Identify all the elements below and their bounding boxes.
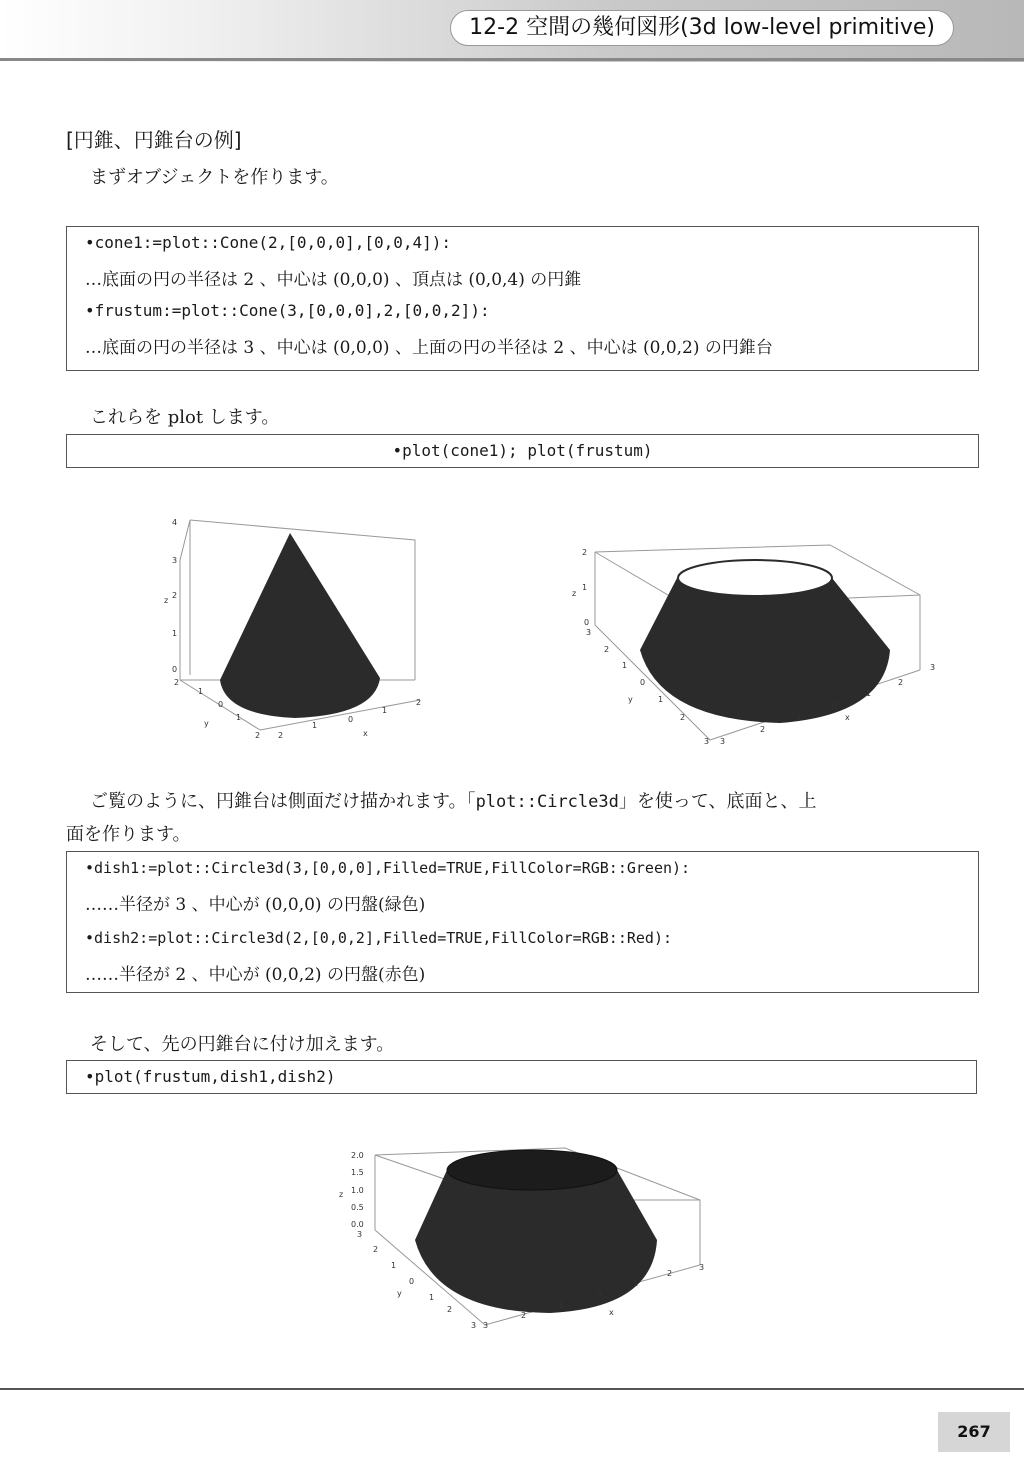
- y-axis-label: y: [204, 719, 209, 728]
- circle3d-inline-code: plot::Circle3d: [475, 792, 619, 812]
- x-tick-1a: 1: [796, 713, 802, 722]
- y-tick-1b: 1: [429, 1293, 435, 1302]
- x-tick-2a: 2: [521, 1311, 527, 1320]
- x-tick-3b: 3: [930, 663, 936, 672]
- y-axis-label: y: [628, 695, 633, 704]
- y-tick-0: 0: [640, 678, 646, 687]
- explanation-part-2: 」を使って、底面と、上: [618, 791, 817, 812]
- y-tick-0: 0: [218, 700, 224, 709]
- x-tick-1b: 1: [866, 689, 872, 698]
- x-tick-3b: 3: [699, 1263, 705, 1272]
- y-tick-3a: 3: [586, 628, 592, 637]
- y-tick-2a: 2: [604, 645, 610, 654]
- cone-note: …底面の円の半径は 2 、中心は (0,0,0) 、頂点は (0,0,4) の円錐: [85, 270, 582, 290]
- z-axis-label: z: [339, 1190, 344, 1199]
- code-box-dishes: [66, 851, 979, 993]
- y-tick-1a: 1: [198, 687, 204, 696]
- plot-code: •plot(cone1); plot(frustum): [392, 441, 653, 460]
- y-tick-1a: 1: [391, 1261, 397, 1270]
- z-tick-1: 1: [172, 629, 178, 638]
- x-tick-0: 0: [832, 701, 838, 710]
- x-tick-0: 0: [597, 1290, 603, 1299]
- y-tick-2b: 2: [255, 731, 261, 740]
- x-tick-0: 0: [348, 715, 354, 724]
- header-rule: [0, 58, 1024, 61]
- section-title: [円錐、円錐台の例]: [66, 128, 242, 152]
- explanation-line-2: 面を作ります。: [66, 824, 191, 845]
- z-tick-0: 0: [584, 618, 590, 627]
- explanation-line-1: [90, 787, 817, 813]
- y-tick-1a: 1: [622, 661, 628, 670]
- z-tick-2: 2: [582, 548, 588, 557]
- z-tick-0.5: 0.5: [351, 1203, 364, 1212]
- z-tick-2: 2: [172, 591, 178, 600]
- frustum-code: •frustum:=plot::Cone(3,[0,0,0],2,[0,0,2]):: [85, 301, 490, 320]
- z-axis-label: z: [164, 596, 169, 605]
- z-tick-2.0: 2.0: [351, 1151, 364, 1160]
- y-tick-0: 0: [409, 1277, 415, 1286]
- z-tick-3: 3: [172, 556, 178, 565]
- z-axis-label: z: [572, 589, 577, 598]
- dish2-note: ……半径が 2 、中心が (0,0,2) の円盤(赤色): [85, 965, 426, 985]
- y-tick-3b: 3: [704, 737, 710, 746]
- frustum-plot: [570, 540, 950, 750]
- chapter-title: 12-2 空間の幾何図形(3d low-level primitive): [450, 10, 954, 46]
- x-tick-1b: 1: [382, 706, 388, 715]
- z-tick-1.5: 1.5: [351, 1168, 364, 1177]
- x-tick-3a: 3: [483, 1321, 489, 1330]
- frustum-surface: [640, 578, 890, 723]
- code-box-plot-all: [66, 1060, 977, 1094]
- intro-text: まずオブジェクトを作ります。: [90, 167, 339, 188]
- footer-rule: [0, 1388, 1024, 1390]
- top-disc: [447, 1150, 617, 1190]
- x-axis-label: x: [845, 713, 850, 722]
- z-tick-1: 1: [582, 583, 588, 592]
- x-axis-label: x: [609, 1308, 614, 1317]
- cone-plot: [160, 500, 440, 750]
- dish1-note: ……半径が 3 、中心が (0,0,0) の円盤(緑色): [85, 895, 426, 915]
- add-dishes-text: そして、先の円錐台に付け加えます。: [90, 1034, 395, 1055]
- frustum-dishes-plot: [335, 1140, 715, 1340]
- z-tick-0.0: 0.0: [351, 1220, 364, 1229]
- code-box-plot: [66, 434, 979, 468]
- plot-intro: これらを plot します。: [90, 407, 280, 428]
- x-tick-1b: 1: [633, 1279, 639, 1288]
- cone-code: •cone1:=plot::Cone(2,[0,0,0],[0,0,4]):: [85, 233, 452, 252]
- x-tick-3a: 3: [720, 737, 726, 746]
- z-tick-4: 4: [172, 518, 178, 527]
- explanation-part-1: ご覧のように、円錐台は側面だけ描かれます。「: [90, 791, 476, 812]
- y-tick-2b: 2: [680, 713, 686, 722]
- y-tick-3a: 3: [357, 1230, 363, 1239]
- x-tick-2b: 2: [898, 678, 904, 687]
- frustum-top-opening: [678, 560, 832, 596]
- x-tick-1a: 1: [559, 1301, 565, 1310]
- y-axis-label: y: [397, 1289, 402, 1298]
- code-box-objects: [66, 226, 979, 371]
- x-tick-2b: 2: [416, 698, 422, 707]
- y-tick-3b: 3: [471, 1321, 477, 1330]
- z-tick-0: 0: [172, 665, 178, 674]
- page-number: 267: [938, 1412, 1010, 1452]
- x-tick-1a: 1: [312, 721, 318, 730]
- dish1-code: •dish1:=plot::Circle3d(3,[0,0,0],Filled=TRUE,FillColor=RGB::Green):: [85, 859, 691, 877]
- z-tick-1.0: 1.0: [351, 1186, 364, 1195]
- frustum-surface: [415, 1170, 657, 1313]
- x-axis-label: x: [363, 729, 368, 738]
- y-tick-2a: 2: [174, 678, 180, 687]
- x-tick-2a: 2: [278, 731, 284, 740]
- y-tick-1b: 1: [658, 695, 664, 704]
- cone-surface: [220, 533, 380, 718]
- plot-all-code: •plot(frustum,dish1,dish2): [85, 1067, 336, 1086]
- y-tick-2b: 2: [447, 1305, 453, 1314]
- x-tick-2a: 2: [760, 725, 766, 734]
- x-tick-2b: 2: [667, 1269, 673, 1278]
- dish2-code: •dish2:=plot::Circle3d(2,[0,0,2],Filled=TRUE,FillColor=RGB::Red):: [85, 929, 672, 947]
- y-tick-2a: 2: [373, 1245, 379, 1254]
- frustum-note: …底面の円の半径は 3 、中心は (0,0,0) 、上面の円の半径は 2 、中心は (0,0,2) の円錐台: [85, 338, 773, 358]
- y-tick-1b: 1: [236, 713, 242, 722]
